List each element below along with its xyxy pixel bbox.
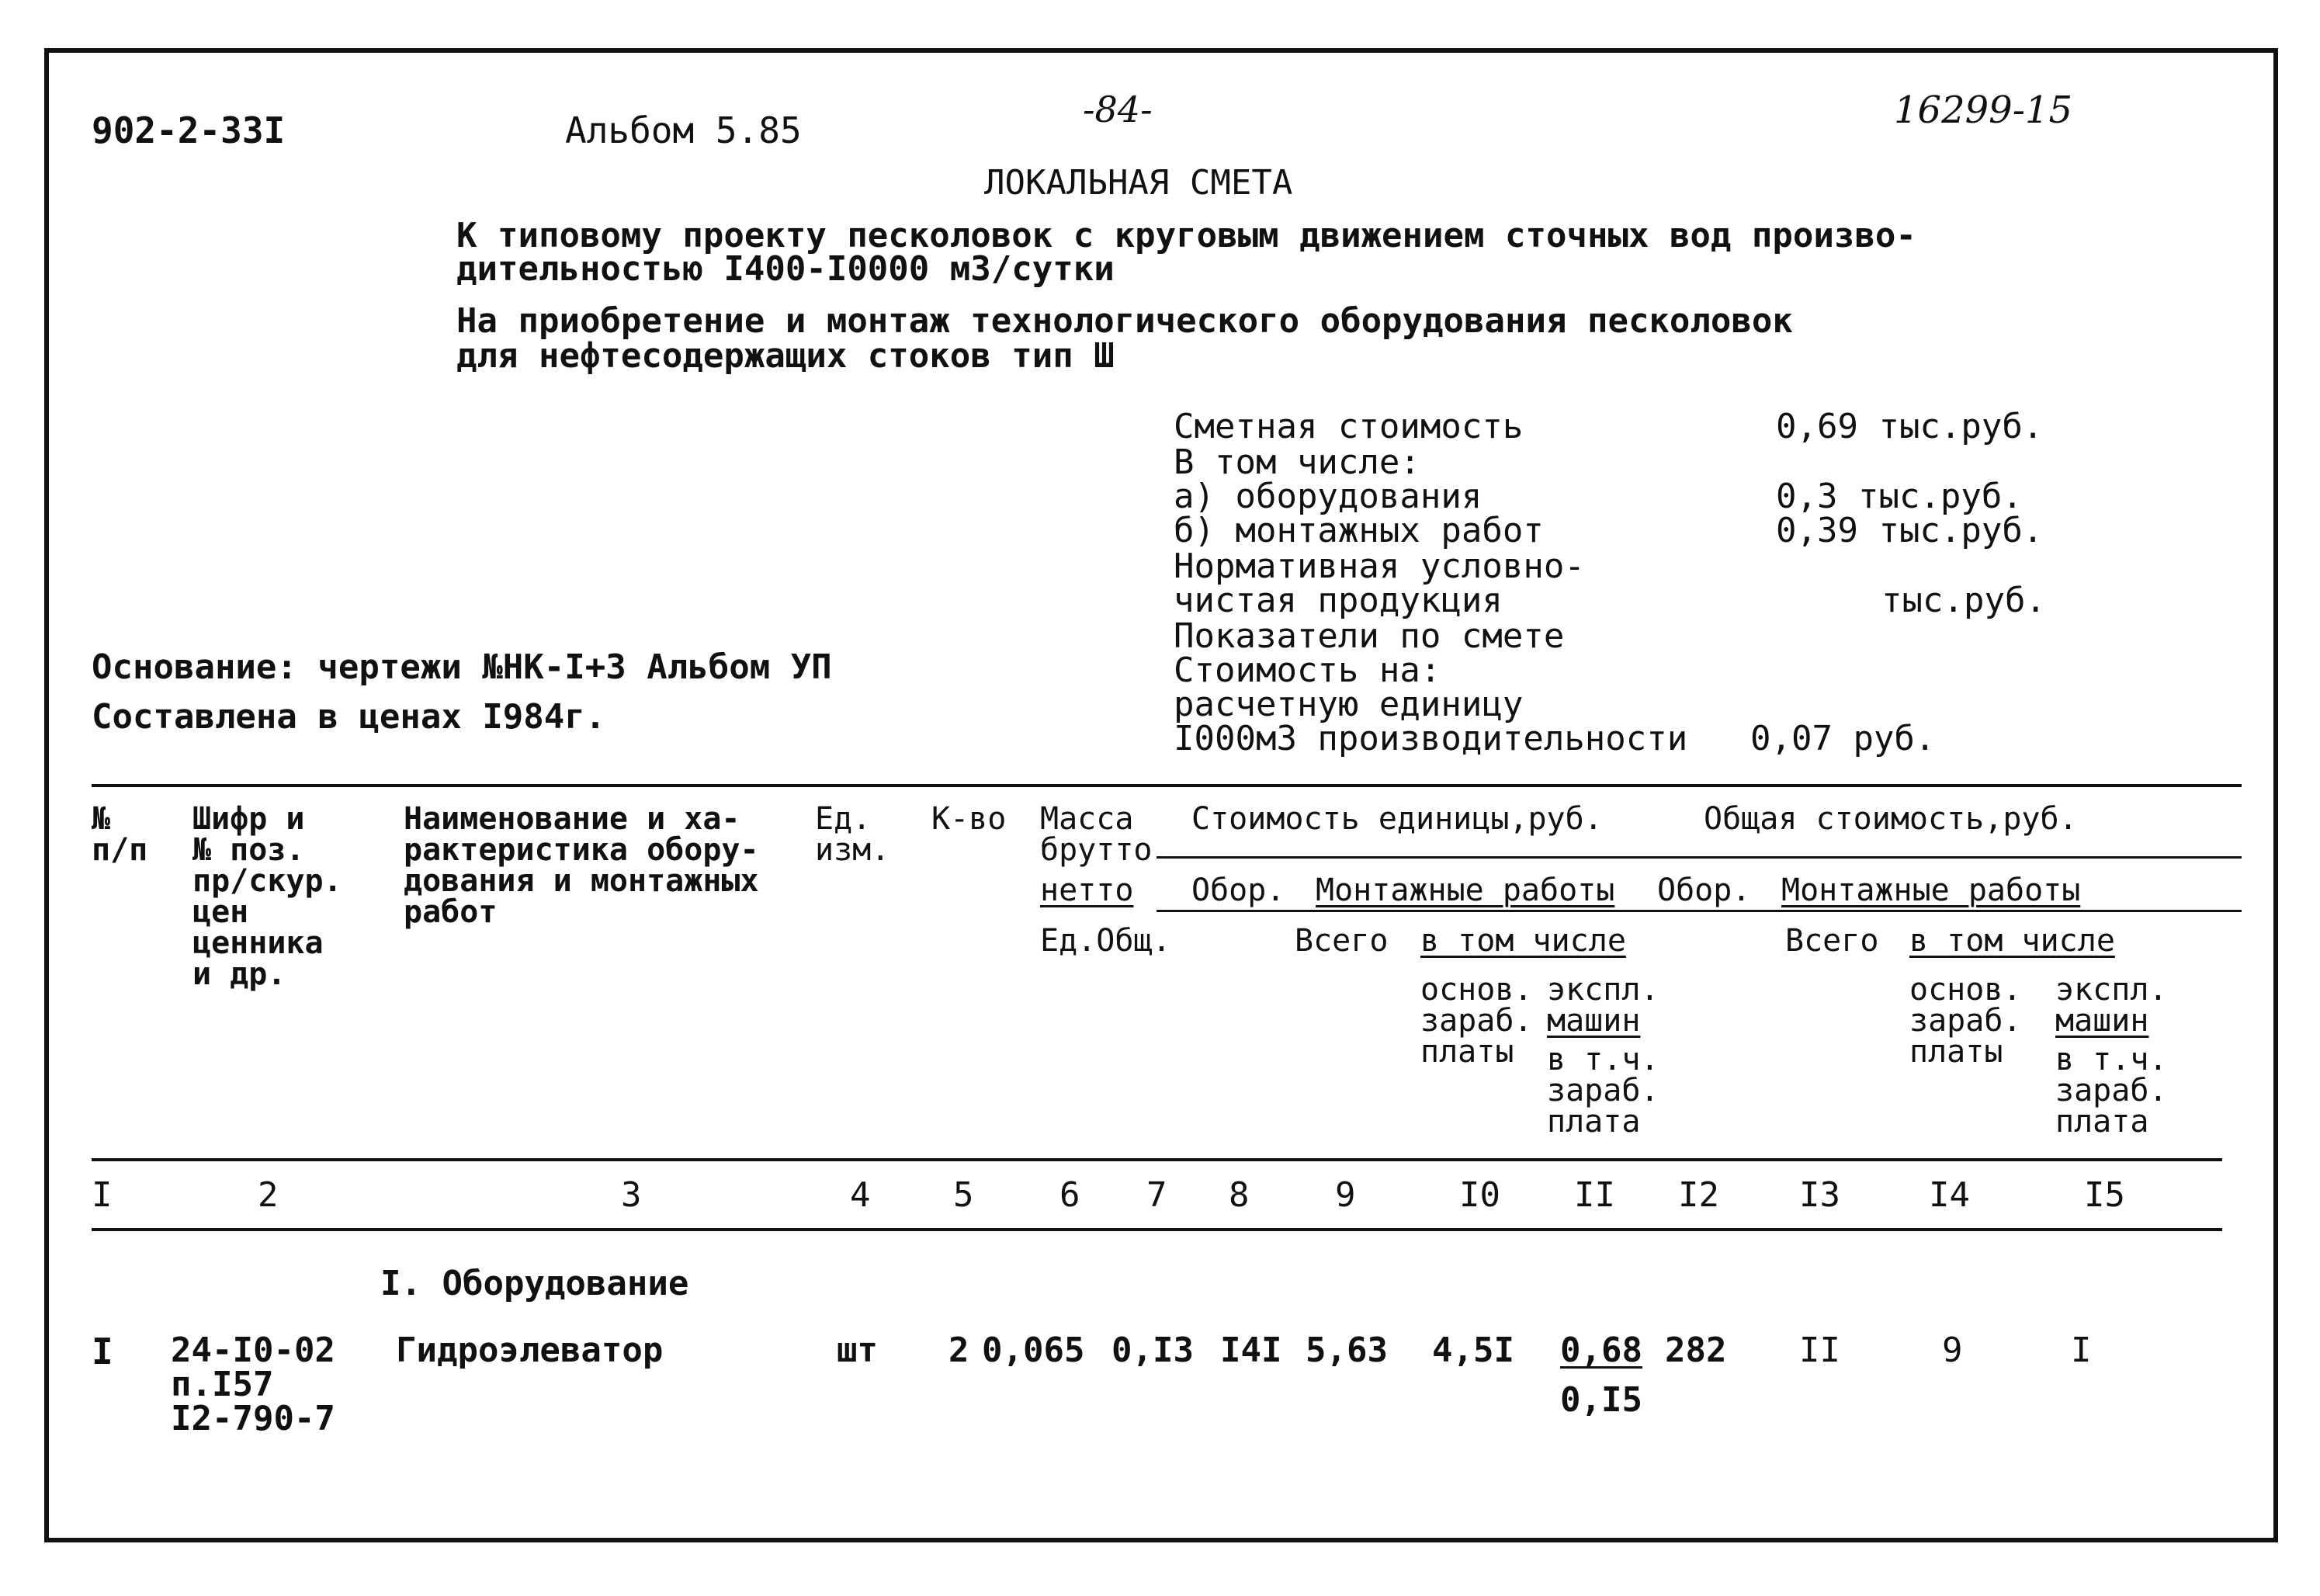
hdr-mass-3: нетто: [1040, 873, 1134, 908]
column-number-rule: [92, 1228, 2222, 1231]
including-label: В том числе:: [1174, 442, 1420, 482]
album-label: Альбом 5.85: [565, 109, 802, 151]
hdr-machines-2-l2: машин: [2055, 1003, 2149, 1039]
hdr-code-6: и др.: [192, 956, 286, 992]
hdr-machines-1-l2: машин: [1547, 1003, 1641, 1039]
hdr-mass-2: брутто: [1040, 832, 1153, 868]
cost-header-rule: [1157, 856, 2242, 859]
hdr-machines-2-l3: в т.ч.: [2055, 1042, 2168, 1077]
row-install-total-all: II: [1799, 1331, 1840, 1370]
hdr-equip-2: Обор.: [1657, 873, 1751, 908]
colnum-5: 5: [953, 1175, 974, 1215]
hdr-mass-4: Ед.Общ.: [1040, 923, 1171, 959]
row-code-2: п.I57: [171, 1365, 274, 1404]
row-machines-total: I: [2071, 1331, 2092, 1370]
installation-cost-value: 0,39 тыс.руб.: [1776, 511, 2044, 550]
hdr-name-4: работ: [404, 894, 498, 930]
row-install-total: 5,63: [1306, 1331, 1388, 1370]
row-code-3: I2-790-7: [171, 1399, 335, 1438]
colnum-9: 9: [1335, 1175, 1356, 1215]
colnum-2: 2: [258, 1175, 279, 1215]
hdr-name-3: дования и монтажных: [404, 863, 759, 899]
document-title: ЛОКАЛЬНАЯ СМЕТА: [984, 163, 1293, 203]
colnum-15: I5: [2084, 1175, 2125, 1215]
hdr-name-2: рактеристика обору-: [404, 832, 759, 868]
hdr-machines-1-l1: экспл.: [1547, 972, 1659, 1008]
hdr-incl-2: в том числе: [1909, 923, 2115, 959]
header-bottom-rule: [92, 1158, 2222, 1161]
row-machines: 0,68: [1560, 1331, 1642, 1370]
row-number: I: [92, 1331, 113, 1372]
hdr-machines-1-l4: зараб.: [1547, 1073, 1659, 1109]
hdr-qty: К-во: [931, 801, 1007, 837]
hdr-base-wage-1-l3: платы: [1420, 1034, 1514, 1070]
hdr-base-wage-1-l2: зараб.: [1420, 1003, 1533, 1039]
row-mass-total: 0,I3: [1111, 1331, 1194, 1370]
hdr-code-5: ценника: [192, 925, 324, 961]
hdr-total-2: Всего: [1785, 923, 1879, 959]
document-number: 16299-15: [1894, 88, 2072, 132]
hdr-machines-2-l5: плата: [2055, 1104, 2149, 1140]
subheader-rule: [1157, 910, 2242, 912]
row-quantity: 2: [948, 1331, 969, 1370]
colnum-4: 4: [850, 1175, 871, 1215]
hdr-machines-2-l4: зараб.: [2055, 1073, 2168, 1109]
estimated-cost-label: Сметная стоимость: [1174, 407, 1524, 446]
colnum-11: II: [1574, 1175, 1615, 1215]
project-code: 902-2-33I: [92, 109, 286, 151]
row-item-name: Гидроэлеватор: [396, 1331, 664, 1370]
colnum-12: I2: [1678, 1175, 1719, 1215]
colnum-6: 6: [1059, 1175, 1080, 1215]
hdr-base-wage-1-l1: основ.: [1420, 972, 1533, 1008]
page-frame: [44, 48, 2278, 1542]
hdr-machines-1-l3: в т.ч.: [1547, 1042, 1659, 1077]
hdr-base-wage-2-l3: платы: [1909, 1034, 2003, 1070]
hdr-machines-1-l5: плата: [1547, 1104, 1641, 1140]
hdr-base-wage-2-l1: основ.: [1909, 972, 2022, 1008]
row-machines-wage: 0,I5: [1560, 1380, 1642, 1420]
page-number: -84-: [1083, 88, 1153, 130]
subtitle-line-2: дительностью I400-I0000 м3/сутки: [456, 249, 1115, 289]
hdr-equip-1: Обор.: [1191, 873, 1285, 908]
hdr-num-1: №: [92, 801, 111, 837]
estimated-cost-value: 0,69 тыс.руб.: [1776, 407, 2044, 446]
cost-per-label: Стоимость на:: [1174, 651, 1441, 690]
hdr-base-wage-2-l2: зараб.: [1909, 1003, 2022, 1039]
indicators-label: Показатели по смете: [1174, 616, 1565, 656]
hdr-unit-1: Ед.: [815, 801, 872, 837]
hdr-machines-2-l1: экспл.: [2055, 972, 2168, 1008]
hdr-unit-cost: Стоимость единицы,руб.: [1191, 801, 1603, 837]
colnum-3: 3: [621, 1175, 642, 1215]
subtitle-line-1: К типовому проекту песколовок с круговым движением сточных вод произво-: [456, 216, 1916, 255]
colnum-8: 8: [1229, 1175, 1250, 1215]
hdr-name-1: Наименование и ха-: [404, 801, 740, 837]
subtitle-line-4: для нефтесодержащих стоков тип Ш: [456, 336, 1115, 376]
colnum-13: I3: [1799, 1175, 1840, 1215]
subtitle-line-3: На приобретение и монтаж технологического оборудования песколовок: [456, 301, 1793, 341]
hdr-install-2: Монтажные работы: [1781, 873, 2081, 908]
hdr-code-2: № поз.: [192, 832, 305, 868]
unit-label: расчетную единицу: [1174, 685, 1524, 724]
normative-label-1: Нормативная условно-: [1174, 546, 1585, 586]
row-code-1: 24-I0-02: [171, 1331, 335, 1370]
equipment-cost-value: 0,3 тыс.руб.: [1776, 477, 2023, 516]
hdr-total-cost: Общая стоимость,руб.: [1704, 801, 2078, 837]
normative-value: тыс.руб.: [1881, 581, 2046, 620]
hdr-code-3: пр/скур.: [192, 863, 342, 899]
capacity-label: I000м3 производительности: [1174, 719, 1688, 758]
row-mass-unit: 0,065: [982, 1331, 1085, 1370]
row-equip-unit-cost: I4I: [1220, 1331, 1282, 1370]
colnum-1: I: [92, 1175, 113, 1215]
hdr-incl-1: в том числе: [1420, 923, 1626, 959]
hdr-code-4: цен: [192, 894, 249, 930]
equipment-cost-label: а) оборудования: [1174, 477, 1483, 516]
row-base-wage-total: 9: [1942, 1331, 1963, 1370]
section-heading: I. Оборудование: [380, 1264, 689, 1303]
capacity-value: 0,07 руб.: [1750, 719, 1936, 758]
hdr-code-1: Шифр и: [192, 801, 305, 837]
row-unit: шт: [837, 1331, 878, 1370]
normative-label-2: чистая продукция: [1174, 581, 1503, 620]
hdr-install-1: Монтажные работы: [1316, 873, 1615, 908]
hdr-num-2: п/п: [92, 832, 148, 868]
hdr-mass-1: Масса: [1040, 801, 1134, 837]
row-equip-total: 282: [1665, 1331, 1727, 1370]
colnum-10: I0: [1459, 1175, 1500, 1215]
hdr-total-1: Всего: [1295, 923, 1389, 959]
colnum-14: I4: [1929, 1175, 1970, 1215]
prices-line: Составлена в ценах I984г.: [92, 697, 606, 737]
basis-line: Основание: чертежи №НК-I+3 Альбом УП: [92, 647, 832, 687]
installation-cost-label: б) монтажных работ: [1174, 511, 1544, 550]
row-base-wage: 4,5I: [1432, 1331, 1514, 1370]
table-top-rule: [92, 784, 2242, 787]
colnum-7: 7: [1146, 1175, 1167, 1215]
hdr-unit-2: изм.: [815, 832, 890, 868]
